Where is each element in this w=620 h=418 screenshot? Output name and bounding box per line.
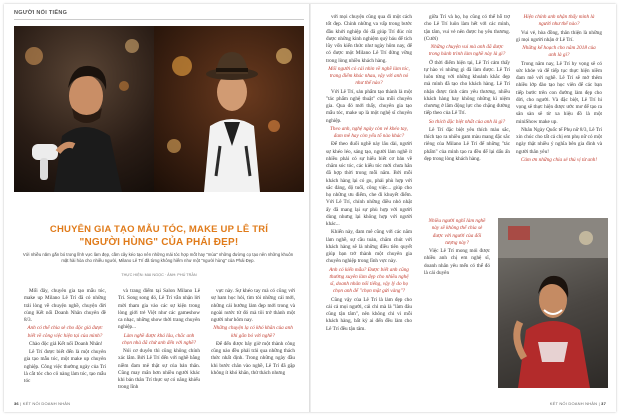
interview-question: Theo anh, nghệ ngày còn vẻ khéo tay, đam mê hay còn yếu tố nào khác? xyxy=(330,125,408,139)
paragraph: Nhân Ngày Quốc tế Phụ nữ 8/3, Lê Trí xin chúc cho tất cả chị em phụ nữ có một ngày thật nhiều ý nghĩa bên gia đình và người thân yêu! xyxy=(516,126,602,155)
paragraph: Nói cơ duyên thì cũng không chính xác lắm. Bởi Lê Trí đến với nghề bằng niềm đam mê thật sự của bản thân. Cũng may mắn hơn nhiều người khác khi bản thân Trí thực sự có năng khiếu trong lĩnh xyxy=(118,348,200,391)
stylist-illustration xyxy=(14,26,154,192)
footer-right: KẾT NỐI DOANH NHÂN | 37 xyxy=(549,401,606,406)
paragraph: Để đến được bây giờ một thành công cũng nào đều phải trải qua những thách thức nhất định. Trong những ngày đầu khi bước chân vào nghề, Lê Trí đã gặp không ít khó khăn, thử thách nhưng xyxy=(211,340,295,376)
salon-illustration xyxy=(498,218,608,388)
footer-left: 36 | KẾT NỐI DOANH NHÂN xyxy=(14,401,71,406)
column-3 xyxy=(211,288,295,378)
interview-question: Những chuyện lạ có khó khăn của anh khi gắn bó với nghề? xyxy=(213,325,293,339)
headline-line-2: "NGƯỜI HÙNG" CỦA PHÁI ĐẸP! xyxy=(79,237,239,248)
column-5 xyxy=(424,14,510,164)
interview-question: Nhiều người nghĩ làm nghề này sẽ không thể chia sẻ được với người của đối tượng này? xyxy=(428,218,486,246)
column-1 xyxy=(24,288,106,386)
magazine-brand-left: KẾT NỐI DOANH NHÂN xyxy=(22,401,71,406)
magazine-spread xyxy=(4,4,616,412)
page-number-right: 37 xyxy=(601,401,606,406)
paragraph: Lê Trí đặc biệt yêu thích màu sắc, thích tạo ra nhiều gam màu mang đặc sắc riêng của Milano Lê Trí để những "tác phẩm" của mình tạo ra đều để lại dấu ấn đẹp trong lòng khách hàng. xyxy=(424,126,510,162)
interview-question: Anh có thể chia sẻ cho độc giả được biết về công việc hiện tại của mình? xyxy=(27,325,103,339)
paragraph: giữa Trí và họ, họ cũng có thể hỗ trợ cho Lê Trí luôn làm hết với các mình, tận tâm, vui vẻ nên được họ yêu thương. (Cười) xyxy=(424,14,510,42)
paragraph: Vui vẻ, hòa đồng, thân thiện là những gì mọi người nhận ở Lê Trí. xyxy=(516,29,602,43)
magazine-brand-right: KẾT NỐI DOANH NHÂN xyxy=(549,401,598,406)
paragraph: Trong năm nay, Lê Trí hy vọng sẽ có sức khỏe và để tiếp tục thực hiện niềm đam mê với nghề. Lê Trí sẽ mở thêm nhiều lớp đào tạo học viên để các bạn tiếp bước trên con đường làm đẹp cho đời, cho người. Và đặc biệt, Lê Trí hi vọng sẽ thực hiện được ước mơ để tạo ra sân sàn sẽ từ xa hiệu đồ là một miniShow make up. xyxy=(516,60,602,125)
stylist-hat-photo xyxy=(154,26,304,192)
paragraph: Ở thời điểm hiện tại, Lê Trí cảm thấy tự hào vì những gì đã làm được. Lê Trí luôn từng với những khoảnh khắc đẹp mà mình đã tạo cho khách hàng. Lê Trí nhận được tình cảm yêu thương, nhiều khách hàng hay không những kì niệm chương ở lâm động lực cho chặng đường tiếp theo của Lê Trí. xyxy=(424,59,510,117)
interview-question: So thích đặc biệt nhất của anh là gì? xyxy=(428,118,506,125)
interview-question: Mối người có cái nhìn về nghề làm tóc, trang điểm khác nhau, vậy với anh nó như thế nào? xyxy=(328,65,410,87)
byline: THỰC HIỆN: MAI NGỌC · ẢNH: PHÚ TRẦN xyxy=(121,273,197,277)
column-6 xyxy=(516,14,602,165)
stylist-hairdryer-photo xyxy=(14,26,154,192)
paragraph: và trang điểm tại Salon Milano Lê Trí. Song song đó, Lê Trí vẫn nhận lời mời tham gia vào các sự kiện trong lòng giới trẻ Việt như các gameshow ca nhạc, những show thời trang chuyên nghiệp... xyxy=(118,288,200,331)
page-gutter xyxy=(309,4,311,412)
paragraph: Lê Trí được biết đến là một chuyên gia tạo mẫu tóc, một make up chuyên nghiệp. Công việc thường ngày của Trí là cắt tóc cho cô nàng làm tóc, tạo mẫu tóc xyxy=(24,349,106,384)
paragraph: Cũng vậy của Lê Trí là làm đẹp cho cái cả mọi người, cái chỉ mà là "làm đâu cũng tận tâm", nên không chỉ vì mỗi khách hàng, bất kỳ ai đến đều làm cho Lê Trí đều tận tâm. xyxy=(326,296,412,332)
paragraph: vực này. Sự khéo tay mà có cũng với sự ham học hỏi, tìm tòi những cái mới, những cái hướng làm đẹp mới trong và ngoài nước từ đó mà tôi trở thành một người như hôm nay. xyxy=(211,288,295,323)
interview-question: Làm nghề được khá lâu, chắc anh chọn nhà đã chứ anh đến với nghề? xyxy=(121,332,197,346)
column-4 xyxy=(326,14,412,334)
page-number-left: 36 xyxy=(14,401,19,406)
hat-illustration xyxy=(154,26,304,192)
paragraph: Việc Lê Trí mong mỏi được nhiều anh chị em nghệ sĩ, doanh nhân yêu mến có thể đó là cái duyên xyxy=(424,248,490,276)
column-7 xyxy=(424,218,490,278)
stylist-salon-photo xyxy=(498,218,608,388)
paragraph: Với Lê Trí, sản phẩm tạo thành là một "tác phẩm nghệ thuật" của mỗi chuyên gia. Qua đó mới thấy, chuyên gia tạo mẫu tóc, make up là một nghệ sĩ chuyên nghiệp. xyxy=(326,88,412,124)
paragraph: Để theo đuổi nghề này lâu dài, người sự khéo léo, sáng tạo, người làm nghề ít nhiều phải có sự hiểu biết cơ bản về chăm sóc tóc, các kiểu tóc mới chưa hẳn đã hợp thời trong mỗi năm. Bởi mỗi khách hàng lại có gu, phải phù hợp với sắc đáng, độ tuổi, công việc... giúp cho họ những ưu điểm, che đi khuyết điểm. Với Lê Trí, chính những điều nhỏ nhặt ấy đã mang lại sự phù hợp với người dùng nhưng lại không hợp với người khác... xyxy=(326,141,412,227)
interview-question: Anh có kiến mẫu? Được biết anh cũng thường xuyên làm đẹp cho nhiều nghệ sĩ, doanh nhân nổi tiếng, vậy lý do họ chọn anh để "chọn mặt gửi vàng"? xyxy=(329,266,409,295)
paragraph: với mọi chuyện cũng qua đi một cách tốt đẹp. Chính những va vấp trong bước đầu khởi nghiệp đó đã giúp Trí đúc rút được những kinh nghiệm quý báu để tích lũy vốn kiến thức như ngày hôm nay, để có được một Milano Lê Trí đứng vững trong lòng nhiều khách hàng. xyxy=(326,14,412,64)
paragraph: Chào độc giả Kết nối Doanh Nhân! xyxy=(29,340,103,347)
article-lede: Với nhiều năm gắn bó trong lĩnh vực làm đẹp, cầm cây kéo tạo nên những mái tóc hợp mốt hay "mùa" những đường cọ tạo nên những khuôn mặt hài hòa cho nhiều người, Milano Lê Trí đã từng không hiếm như một "người hùng" của Phái Đẹp. xyxy=(22,252,294,263)
section-divider xyxy=(14,19,304,20)
interview-question: Hiện chính anh nhận thấy mình là người như thế nào? xyxy=(523,14,595,28)
interview-question: Những chuyện vui mà anh đã được trong hành trình làm nghề này là gì? xyxy=(428,44,506,58)
interview-question: Những kế hoạch cho năm 2018 của anh là gì? xyxy=(522,45,596,59)
section-label: NGƯỜI NỔI TIẾNG xyxy=(14,10,68,16)
interview-question: Cảm ơn những chia sẻ thú vị từ anh! xyxy=(520,156,598,163)
headline-line-1: CHUYÊN GIA TẠO MẪU TÓC, MAKE UP LÊ TRÍ xyxy=(49,224,269,235)
paragraph: Khiến này, đam mê cũng với các năm làm nghề, sự cầu toàn, chăm chút với khách hàng sẽ là những điều tiên quyết giúp bạn trở thành một chuyên gia chuyên nghiệp trong lĩnh vực này. xyxy=(326,229,412,265)
paragraph: Mối đây, chuyên gia tạo mẫu tóc, make up Milano Lê Trí đã có những trải lòng về chuyện nghề, chuyện đời cùng Kết nối Doanh Nhân chuyên đề 8/3. xyxy=(24,288,106,323)
column-2 xyxy=(118,288,200,393)
